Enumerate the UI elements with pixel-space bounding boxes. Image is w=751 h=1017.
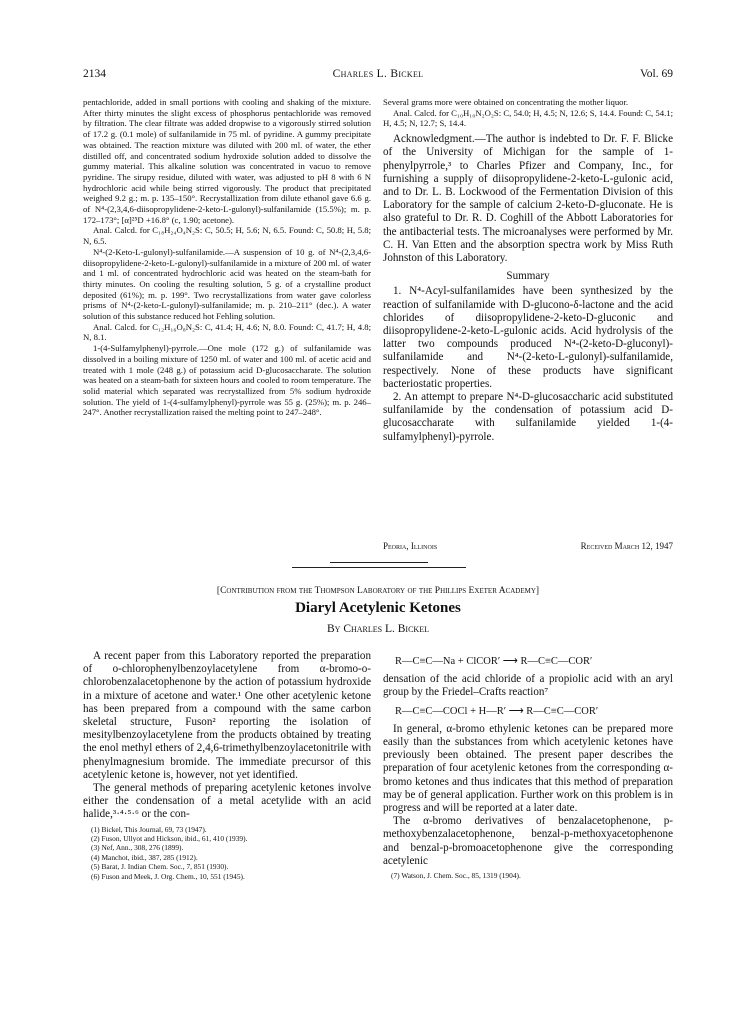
equation: R—C≡C—COCl + H—R′ ⟶ R—C≡C—COR′ (395, 705, 599, 717)
footnote: (6) Fuson and Meek, J. Org. Chem., 10, 551 (1945). (91, 871, 245, 881)
footnote: (4) Manchot, ibid., 387, 285 (1912). (91, 852, 198, 862)
divider (330, 562, 428, 563)
top-left-column (83, 97, 371, 537)
page-number: 2134 (83, 68, 106, 80)
paragraph: N⁴-(2-Keto-L-gulonyl)-sulfanilamide.—A suspension of 10 g. of N⁴-(2,3,4,6-diisopropylidene-2-keto-L-gulonyl)-sulfanilamide in a mixture of 200 ml. of water and 1 ml. of concentrated hydrochloric acid was heated on the steam-bath for thirty minutes. On cooling the resulting solution, 5 g. of a crystalline product deposited (61%); m. p. 199°. Two recrystallizations from water gave colorless prisms of N⁴-(2-keto-L-gulonyl)-sulfanilamide; m. p. 210–211° (dec.). A water solution of this substance reduced hot Fehling solution. (83, 246, 371, 322)
paragraph: Anal. Calcd. for C₁₀H₁₀N₂O₂S: C, 54.0; H, 4.5; N, 12.6; S, 14.4. Found: C, 54.1; H, 4.5; N, 12.7; S, 14.4. (383, 107, 673, 129)
paragraph: Anal. Calcd. for C₁₂H₁₆O₈N₂S: C, 41.4; H, 4.6; N, 8.0. Found: C, 41.7; H, 4.8; N, 8.1. (83, 321, 371, 343)
paragraph: Anal. Calcd. for C₁₈H₂₄O₄N₂S: C, 50.5; H, 5.6; N, 6.5. Found: C, 50.8; H, 5.8; N, 6.5. (83, 225, 371, 247)
paragraph: The general methods of preparing acetylenic ketones involve either the condensation of a metal acetylide with an acid halide,³·⁴·⁵·⁶ or the con- (83, 782, 371, 821)
paragraph: The α-bromo derivatives of benzalacetophenone, p-methoxybenzalacetophenone, benzal-p-methoxyacetophenone and benzal-p-bromoacetophenone give the corresponding acetylenic (383, 815, 673, 867)
paragraph: A recent paper from this Laboratory reported the preparation of o-chlorophenylbenzoylacetylene from α-bromo-o-chlorobenzalacetophenone by the action of potassium hydroxide in a mixture of acetone and water.¹ One other acetylenic ketone has been prepared from a compound with the same carbon skeletal structure, Fuson² reporting the isolation of mesitylbenzoylacetylene from the products obtained by treating the enol methyl ethers of 2,4,6-trimethylbenzoylacetonitrile with phenylmagnesium bromide. The immediate precursor of this acetylenic ketone is, however, not yet identified. (83, 650, 371, 781)
footnote: (3) Nef, Ann., 308, 276 (1899). (91, 843, 184, 853)
running-header (83, 68, 673, 84)
footnote: (2) Fuson, Ullyot and Hickson, ibid., 61, 410 (1939). (91, 834, 248, 844)
running-author: Charles L. Bickel (332, 68, 424, 80)
footnote: (5) Barat, J. Indian Chem. Soc., 7, 851 (1930). (91, 862, 229, 872)
footnote: (7) Watson, J. Chem. Soc., 85, 1319 (1904). (391, 871, 521, 881)
bottom-right-column (383, 650, 673, 950)
summary-heading: Summary (506, 270, 550, 283)
paragraph: 1-(4-Sulfamylphenyl)-pyrrole.—One mole (172 g.) of sulfanilamide was dissolved in a boiling mixture of 1250 ml. of water and 100 ml. of acetic acid and treated with 1 mole (248 g.) of potassium acid D-glucosaccharate. The solution was heated on a steam-bath for sixteen hours and cooled to room temperature. The solid material which separated was recrystallized from 5% sodium hydroxide solution. The yield of 1-(4-sulfamylphenyl)-pyrrole was 55 g. (25%); m. p. 246–247°. Another recrystallization raised the melting point to 247–248°. (83, 343, 371, 418)
bottom-left-column (83, 650, 371, 950)
equation: R—C≡C—Na + ClCOR′ ⟶ R—C≡C—COR′ (395, 656, 593, 667)
paragraph: In general, α-bromo ethylenic ketones can be prepared more easily than the substances from which acetylenic ketones have previously been obtained. The present paper describes the preparation of four acetylenic ketones from the corresponding α-bromo ketones and thus indicates that this method of preparation may be of general application. Further work on this problem is in progress and will be reported at a later date. (383, 722, 673, 815)
top-right-column (383, 97, 673, 537)
paragraph: Several grams more were obtained on concentrating the mother liquor. (383, 97, 629, 107)
summary-item: 1. N⁴-Acyl-sulfanilamides have been synthesized by the reaction of sulfanilamide with D-glucono-δ-lactone and the acid chlorides of diisopropylidene-2-keto-D-gluconic and diisopropylidene-2-keto-L-gulonic acids. Acid hydrolysis of the latter two compounds produced N⁴-(2-keto-D-gluconyl)-sulfanilamide and N⁴-(2-keto-L-gulonyl)-sulfanilamide, respectively. None of these products have significant bacteriostatic properties. (383, 285, 673, 390)
paragraph: densation of the acid chloride of a propiolic acid with an aryl group by the Friedel–Crafts reaction⁷ (383, 673, 673, 699)
received-date: Received March 12, 1947 (580, 541, 673, 551)
divider (292, 567, 466, 568)
byline: By Charles L. Bickel (327, 623, 429, 635)
volume-label: Vol. 69 (639, 68, 673, 80)
dateline (383, 541, 673, 551)
paragraph: pentachloride, added in small portions with cooling and shaking of the mixture. After thirty minutes the slight excess of phosphorus pentachloride was removed by filtration. The clear filtrate was added dropwise to a vigorously stirred solution of 17.2 g. (0.1 mole) of sulfanilamide in 75 ml. of pyridine. A gummy precipitate was obtained. The reaction mixture was diluted with 200 ml. of water, the ether distilled off, and concentrated sodium hydroxide solution added to dissolve the gummy material. This alkaline solution was concentrated in vacuo to remove pyridine. The sirupy residue, diluted with water, was adjusted to pH 8 with 6 N hydrochloric acid while being stirred vigorously. The product that precipitated weighed 9.2 g.; m. p. 135–150°. Recrystallization from dilute ethanol gave 6.6 g. of N⁴-(2,3,4,6-diisopropylidene-2-keto-L-gulonyl)-sulfanilamide (15.5%); m. p. 172–173°; [α]²⁵D +16.8° (c, 1.90; acetone). (83, 97, 371, 225)
acknowledgment-paragraph: Acknowledgment.—The author is indebted to Dr. F. F. Blicke of the University of Michigan for the sample of 1-phenylpyrrole,³ to Charles Pfizer and Company, Inc., for furnishing a supply of diisopropylidene-2-keto-L-gulonic acid, and to Dr. L. B. Lockwood of the Fermentation Division of this Laboratory for the sample of calcium 2-keto-D-gluconate. He is also grateful to Dr. R. D. Coghill of the Abbott Laboratories for the antibacterial tests. The microanalyses were performed by Mr. C. H. Van Etten and the absorption spectra work by Miss Ruth Johnston of this Laboratory. (383, 133, 673, 264)
summary-item: 2. An attempt to prepare N⁴-D-glucosaccharic acid substituted sulfanilamide by the condensation of potassium acid D-glucosaccharate with sulfanilamide yielded 1-(4-sulfamylphenyl)-pyrrole. (383, 390, 673, 443)
location: Peoria, Illinois (383, 541, 438, 551)
footnote: (1) Bickel, This Journal, 69, 73 (1947). (91, 824, 207, 834)
article-title: Diaryl Acetylenic Ketones (295, 600, 461, 616)
contribution-line: [Contribution from the Thompson Laboratory of the Phillips Exeter Academy] (216, 586, 540, 596)
footnotes (83, 825, 371, 881)
